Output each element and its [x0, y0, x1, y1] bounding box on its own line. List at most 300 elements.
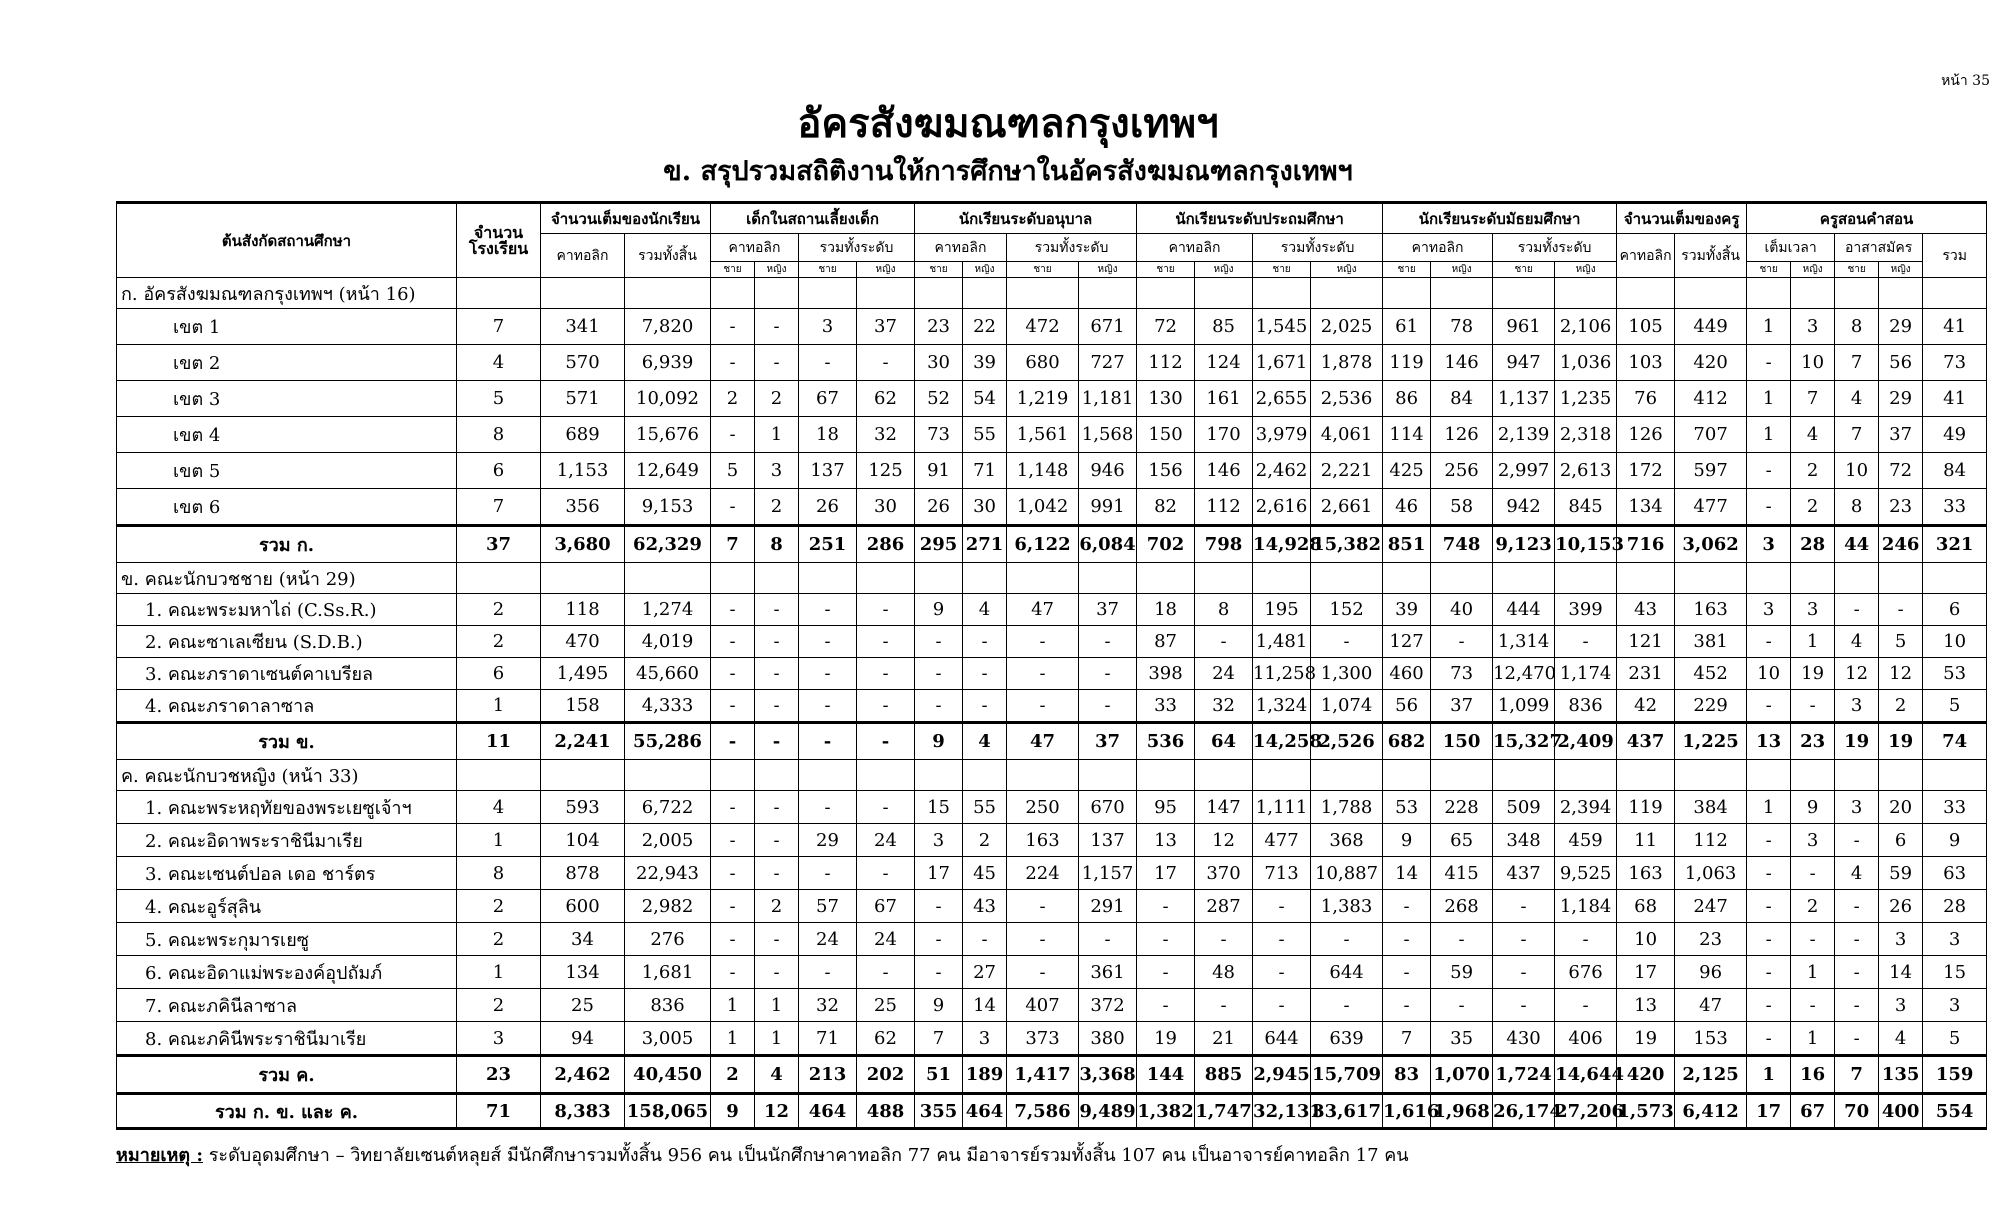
table-cell: 1: [457, 690, 541, 723]
table-cell: -: [1431, 626, 1493, 658]
table-cell: 15,327: [1493, 723, 1555, 760]
table-cell: 702: [1137, 526, 1195, 563]
section-title: ค. คณะนักบวชหญิง (หน้า 33): [117, 760, 457, 791]
table-cell: 536: [1137, 723, 1195, 760]
table-cell: 10: [1835, 453, 1879, 489]
table-cell: 1,383: [1311, 890, 1383, 923]
table-cell: 37: [857, 309, 915, 345]
table-cell: 57: [799, 890, 857, 923]
table-cell: 9: [915, 723, 963, 760]
empty-cell: [1555, 278, 1617, 309]
table-cell: 1,878: [1311, 345, 1383, 381]
empty-cell: [625, 760, 711, 791]
table-cell: -: [1835, 824, 1879, 857]
table-cell: 10,153: [1555, 526, 1617, 563]
empty-cell: [1311, 760, 1383, 791]
empty-cell: [541, 760, 625, 791]
table-cell: 1: [1791, 1022, 1835, 1056]
table-cell: 127: [1383, 626, 1431, 658]
table-cell: 593: [541, 791, 625, 824]
table-cell: 7,820: [625, 309, 711, 345]
table-cell: 189: [963, 1056, 1007, 1094]
table-cell: 46: [1383, 489, 1431, 526]
header-female: หญิง: [755, 262, 799, 278]
table-cell: 3: [1747, 526, 1791, 563]
header-female: หญิง: [963, 262, 1007, 278]
table-cell: 2,318: [1555, 417, 1617, 453]
table-cell: 147: [1195, 791, 1253, 824]
table-cell: 94: [541, 1022, 625, 1056]
table-cell: -: [1311, 989, 1383, 1022]
empty-cell: [1923, 278, 1987, 309]
table-cell: 991: [1079, 489, 1137, 526]
empty-cell: [1791, 760, 1835, 791]
table-cell: -: [857, 594, 915, 626]
row-label: 1. คณะพระหฤทัยของพระเยซูเจ้าฯ: [117, 791, 457, 824]
table-cell: 195: [1253, 594, 1311, 626]
table-cell: 2,982: [625, 890, 711, 923]
table-row: [117, 791, 1987, 824]
table-cell: 96: [1675, 956, 1747, 989]
header-secondary: นักเรียนระดับมัธยมศึกษา: [1383, 203, 1617, 234]
table-cell: 7: [457, 489, 541, 526]
table-cell: 9: [915, 594, 963, 626]
table-cell: 67: [799, 381, 857, 417]
table-cell: 22: [963, 309, 1007, 345]
table-cell: 95: [1137, 791, 1195, 824]
table-cell: -: [1493, 989, 1555, 1022]
table-cell: -: [711, 690, 755, 723]
table-row: [117, 658, 1987, 690]
table-cell: 72: [1137, 309, 1195, 345]
header-female: หญิง: [1195, 262, 1253, 278]
table-row: [117, 989, 1987, 1022]
table-cell: 146: [1431, 345, 1493, 381]
table-cell: 2: [1791, 489, 1835, 526]
table-row: [117, 309, 1987, 345]
table-cell: 112: [1195, 489, 1253, 526]
table-cell: 295: [915, 526, 963, 563]
table-cell: -: [1835, 594, 1879, 626]
table-cell: 37: [1431, 690, 1493, 723]
table-cell: 4: [1835, 626, 1879, 658]
table-cell: 1,671: [1253, 345, 1311, 381]
table-cell: 437: [1493, 857, 1555, 890]
table-cell: -: [1835, 890, 1879, 923]
table-cell: 144: [1137, 1056, 1195, 1094]
table-cell: 836: [1555, 690, 1617, 723]
table-cell: -: [1747, 453, 1791, 489]
table-cell: -: [711, 956, 755, 989]
table-cell: 4: [1791, 417, 1835, 453]
table-cell: -: [1195, 923, 1253, 956]
table-cell: -: [1493, 956, 1555, 989]
table-cell: 53: [1923, 658, 1987, 690]
table-cell: -: [1879, 594, 1923, 626]
table-cell: 14: [1879, 956, 1923, 989]
table-cell: -: [799, 626, 857, 658]
table-cell: 1: [711, 1022, 755, 1056]
table-cell: -: [1253, 923, 1311, 956]
table-cell: 61: [1383, 309, 1431, 345]
table-cell: 1: [1747, 791, 1791, 824]
row-label: รวม ก. ข. และ ค.: [117, 1094, 457, 1129]
table-cell: 600: [541, 890, 625, 923]
table-cell: 2,945: [1253, 1056, 1311, 1094]
empty-cell: [1195, 278, 1253, 309]
table-cell: 47: [1007, 594, 1079, 626]
header-sum: รวม: [1923, 234, 1987, 278]
table-cell: -: [857, 690, 915, 723]
table-cell: -: [755, 690, 799, 723]
table-cell: 12: [755, 1094, 799, 1129]
table-cell: 2: [711, 1056, 755, 1094]
table-cell: -: [1835, 989, 1879, 1022]
header-all: รวมทั้งสิ้น: [1675, 234, 1747, 278]
table-cell: 44: [1835, 526, 1879, 563]
table-cell: -: [711, 658, 755, 690]
table-cell: -: [711, 626, 755, 658]
header-male: ชาย: [1383, 262, 1431, 278]
table-cell: 56: [1383, 690, 1431, 723]
table-cell: -: [799, 690, 857, 723]
table-cell: 3: [1879, 989, 1923, 1022]
header-catholic: คาทอลิก: [915, 234, 1007, 262]
table-cell: 2,997: [1493, 453, 1555, 489]
table-cell: 25: [541, 989, 625, 1022]
table-cell: 836: [625, 989, 711, 1022]
header-catholic: คาทอลิก: [541, 234, 625, 278]
empty-cell: [799, 278, 857, 309]
table-cell: 1,063: [1675, 857, 1747, 890]
table-cell: 114: [1383, 417, 1431, 453]
table-row: [117, 890, 1987, 923]
table-cell: 105: [1617, 309, 1675, 345]
table-cell: -: [1079, 658, 1137, 690]
table-cell: 24: [857, 824, 915, 857]
table-cell: 406: [1555, 1022, 1617, 1056]
empty-cell: [1137, 278, 1195, 309]
table-cell: 4,019: [625, 626, 711, 658]
empty-cell: [915, 563, 963, 594]
empty-cell: [1383, 760, 1431, 791]
table-cell: -: [915, 890, 963, 923]
table-cell: 1,616: [1383, 1094, 1431, 1129]
table-cell: 10: [1923, 626, 1987, 658]
table-cell: 10: [1617, 923, 1675, 956]
page-number: หน้า 35: [1941, 73, 1990, 89]
table-cell: 58: [1431, 489, 1493, 526]
table-cell: 23: [1879, 489, 1923, 526]
table-cell: 2,526: [1311, 723, 1383, 760]
table-cell: -: [755, 791, 799, 824]
table-cell: 1: [711, 989, 755, 1022]
table-cell: 251: [799, 526, 857, 563]
table-cell: 6,939: [625, 345, 711, 381]
empty-cell: [1835, 278, 1879, 309]
table-cell: 2: [1879, 690, 1923, 723]
table-cell: -: [1747, 489, 1791, 526]
header-childcare: เด็กในสถานเลี้ยงเด็ก: [711, 203, 915, 234]
header-all-level: รวมทั้งระดับ: [1253, 234, 1383, 262]
table-cell: -: [1383, 923, 1431, 956]
table-cell: -: [711, 309, 755, 345]
table-cell: -: [711, 723, 755, 760]
table-cell: 464: [963, 1094, 1007, 1129]
table-cell: 420: [1617, 1056, 1675, 1094]
table-cell: -: [711, 890, 755, 923]
table-cell: 246: [1879, 526, 1923, 563]
table-cell: -: [711, 417, 755, 453]
table-cell: 68: [1617, 890, 1675, 923]
table-cell: 71: [457, 1094, 541, 1129]
table-cell: -: [1835, 956, 1879, 989]
table-cell: -: [1383, 890, 1431, 923]
table-cell: -: [799, 345, 857, 381]
table-cell: 3: [457, 1022, 541, 1056]
table-cell: 1,235: [1555, 381, 1617, 417]
table-cell: -: [1079, 923, 1137, 956]
table-cell: 5: [1923, 1022, 1987, 1056]
table-row: [117, 1022, 1987, 1056]
table-cell: 2,241: [541, 723, 625, 760]
table-cell: -: [799, 723, 857, 760]
table-cell: -: [1137, 956, 1195, 989]
table-cell: 23: [915, 309, 963, 345]
empty-cell: [1879, 760, 1923, 791]
table-cell: 6,722: [625, 791, 711, 824]
empty-cell: [1383, 563, 1431, 594]
table-cell: 452: [1675, 658, 1747, 690]
table-cell: 54: [963, 381, 1007, 417]
table-cell: 8: [1195, 594, 1253, 626]
table-cell: 85: [1195, 309, 1253, 345]
table-cell: 670: [1079, 791, 1137, 824]
empty-cell: [1747, 760, 1791, 791]
table-cell: 554: [1923, 1094, 1987, 1129]
empty-cell: [1747, 563, 1791, 594]
table-cell: 4: [1835, 381, 1879, 417]
empty-cell: [541, 563, 625, 594]
table-cell: 2,106: [1555, 309, 1617, 345]
empty-cell: [1747, 278, 1791, 309]
table-cell: 2,661: [1311, 489, 1383, 526]
empty-cell: [1555, 563, 1617, 594]
table-cell: 3,062: [1675, 526, 1747, 563]
header-catechists: ครูสอนคำสอน: [1747, 203, 1987, 234]
table-cell: -: [1253, 956, 1311, 989]
table-cell: 29: [1879, 381, 1923, 417]
table-cell: 3: [1923, 923, 1987, 956]
table-cell: 845: [1555, 489, 1617, 526]
table-cell: 112: [1675, 824, 1747, 857]
table-cell: 477: [1253, 824, 1311, 857]
table-cell: 4: [457, 791, 541, 824]
table-cell: 16: [1791, 1056, 1835, 1094]
table-cell: 84: [1431, 381, 1493, 417]
table-cell: 39: [1383, 594, 1431, 626]
table-cell: 449: [1675, 309, 1747, 345]
empty-cell: [711, 278, 755, 309]
statistics-table: [116, 201, 1987, 1130]
table-cell: 159: [1923, 1056, 1987, 1094]
table-cell: -: [1253, 890, 1311, 923]
table-cell: -: [1747, 690, 1791, 723]
table-cell: 134: [1617, 489, 1675, 526]
table-cell: 1,036: [1555, 345, 1617, 381]
table-cell: -: [799, 956, 857, 989]
table-cell: 6,412: [1675, 1094, 1747, 1129]
table-cell: 1,324: [1253, 690, 1311, 723]
table-cell: 24: [857, 923, 915, 956]
table-cell: 1: [1747, 381, 1791, 417]
header-schools: จำนวน โรงเรียน: [457, 203, 541, 278]
table-cell: 27,206: [1555, 1094, 1617, 1129]
row-label: 8. คณะภคินีพระราชินีมาเรีย: [117, 1022, 457, 1056]
table-cell: 32: [799, 989, 857, 1022]
table-cell: 33: [1923, 489, 1987, 526]
table-cell: 27: [963, 956, 1007, 989]
table-cell: 15: [915, 791, 963, 824]
table-cell: 348: [1493, 824, 1555, 857]
table-cell: 1,153: [541, 453, 625, 489]
table-cell: 2,409: [1555, 723, 1617, 760]
table-cell: -: [1079, 690, 1137, 723]
empty-cell: [1791, 563, 1835, 594]
table-cell: 20: [1879, 791, 1923, 824]
table-cell: 1,747: [1195, 1094, 1253, 1129]
table-cell: 4: [963, 723, 1007, 760]
table-cell: -: [1137, 989, 1195, 1022]
row-label: 6. คณะอิดาแม่พระองค์อุปถัมภ์: [117, 956, 457, 989]
table-cell: 30: [963, 489, 1007, 526]
row-label: รวม ก.: [117, 526, 457, 563]
table-cell: 72: [1879, 453, 1923, 489]
footnote: [116, 1140, 1409, 1169]
empty-cell: [457, 278, 541, 309]
table-cell: -: [1137, 923, 1195, 956]
empty-cell: [1791, 278, 1835, 309]
table-cell: 9: [1383, 824, 1431, 857]
table-cell: 1: [457, 824, 541, 857]
table-cell: 33: [1137, 690, 1195, 723]
table-cell: 460: [1383, 658, 1431, 690]
table-cell: 716: [1617, 526, 1675, 563]
table-cell: 22,943: [625, 857, 711, 890]
table-cell: 6: [1879, 824, 1923, 857]
header-all-level: รวมทั้งระดับ: [1493, 234, 1617, 262]
table-cell: -: [1791, 690, 1835, 723]
table-cell: -: [755, 857, 799, 890]
table-cell: 37: [1879, 417, 1923, 453]
header-male: ชาย: [915, 262, 963, 278]
table-cell: 682: [1383, 723, 1431, 760]
table-cell: 1,724: [1493, 1056, 1555, 1094]
table-cell: 121: [1617, 626, 1675, 658]
table-cell: 137: [1079, 824, 1137, 857]
table-cell: 1,788: [1311, 791, 1383, 824]
table-cell: -: [1431, 989, 1493, 1022]
table-cell: 26: [799, 489, 857, 526]
table-cell: 3: [755, 453, 799, 489]
table-cell: 2,394: [1555, 791, 1617, 824]
table-cell: 41: [1923, 309, 1987, 345]
row-label: 3. คณะภราดาเซนต์คาเบรียล: [117, 658, 457, 690]
table-cell: 380: [1079, 1022, 1137, 1056]
table-cell: 680: [1007, 345, 1079, 381]
table-cell: 153: [1675, 1022, 1747, 1056]
table-cell: 399: [1555, 594, 1617, 626]
table-cell: 55,286: [625, 723, 711, 760]
table-cell: 29: [1879, 309, 1923, 345]
table-cell: 644: [1311, 956, 1383, 989]
table-cell: 1,157: [1079, 857, 1137, 890]
row-label: เขต 1: [117, 309, 457, 345]
section-total-row: [117, 723, 1987, 760]
table-cell: -: [1791, 923, 1835, 956]
table-cell: 7: [1383, 1022, 1431, 1056]
table-cell: 459: [1555, 824, 1617, 857]
table-cell: 2: [963, 824, 1007, 857]
table-cell: 37: [1079, 594, 1137, 626]
table-cell: 18: [799, 417, 857, 453]
table-cell: 87: [1137, 626, 1195, 658]
table-cell: 4: [755, 1056, 799, 1094]
table-cell: -: [711, 345, 755, 381]
table-cell: 1,968: [1431, 1094, 1493, 1129]
table-cell: 8: [457, 417, 541, 453]
table-cell: -: [1383, 956, 1431, 989]
table-cell: 470: [541, 626, 625, 658]
header-volunteer: อาสาสมัคร: [1835, 234, 1923, 262]
table-cell: 1: [1747, 1056, 1791, 1094]
empty-cell: [625, 278, 711, 309]
table-cell: -: [1195, 989, 1253, 1022]
table-cell: 130: [1137, 381, 1195, 417]
table-cell: -: [799, 791, 857, 824]
table-cell: 2,655: [1253, 381, 1311, 417]
table-cell: 356: [541, 489, 625, 526]
table-cell: 5: [457, 381, 541, 417]
table-cell: -: [1555, 989, 1617, 1022]
table-cell: 59: [1431, 956, 1493, 989]
table-cell: 400: [1879, 1094, 1923, 1129]
header-fulltime: เต็มเวลา: [1747, 234, 1835, 262]
table-cell: 2: [711, 381, 755, 417]
table-cell: 43: [1617, 594, 1675, 626]
table-cell: 103: [1617, 345, 1675, 381]
table-cell: 1,111: [1253, 791, 1311, 824]
header-affiliation: ต้นสังกัดสถานศึกษา: [117, 203, 457, 278]
table-cell: 1,545: [1253, 309, 1311, 345]
table-cell: 250: [1007, 791, 1079, 824]
table-cell: 2,462: [1253, 453, 1311, 489]
table-cell: 4: [1835, 857, 1879, 890]
empty-cell: [799, 563, 857, 594]
table-cell: 368: [1311, 824, 1383, 857]
empty-cell: [625, 563, 711, 594]
table-cell: 3,680: [541, 526, 625, 563]
table-cell: -: [857, 956, 915, 989]
empty-cell: [755, 760, 799, 791]
table-cell: 13: [1137, 824, 1195, 857]
table-cell: -: [755, 345, 799, 381]
row-label: 2. คณะซาเลเซียน (S.D.B.): [117, 626, 457, 658]
table-cell: 2: [755, 489, 799, 526]
table-cell: 24: [799, 923, 857, 956]
table-cell: 82: [1137, 489, 1195, 526]
table-cell: 78: [1431, 309, 1493, 345]
